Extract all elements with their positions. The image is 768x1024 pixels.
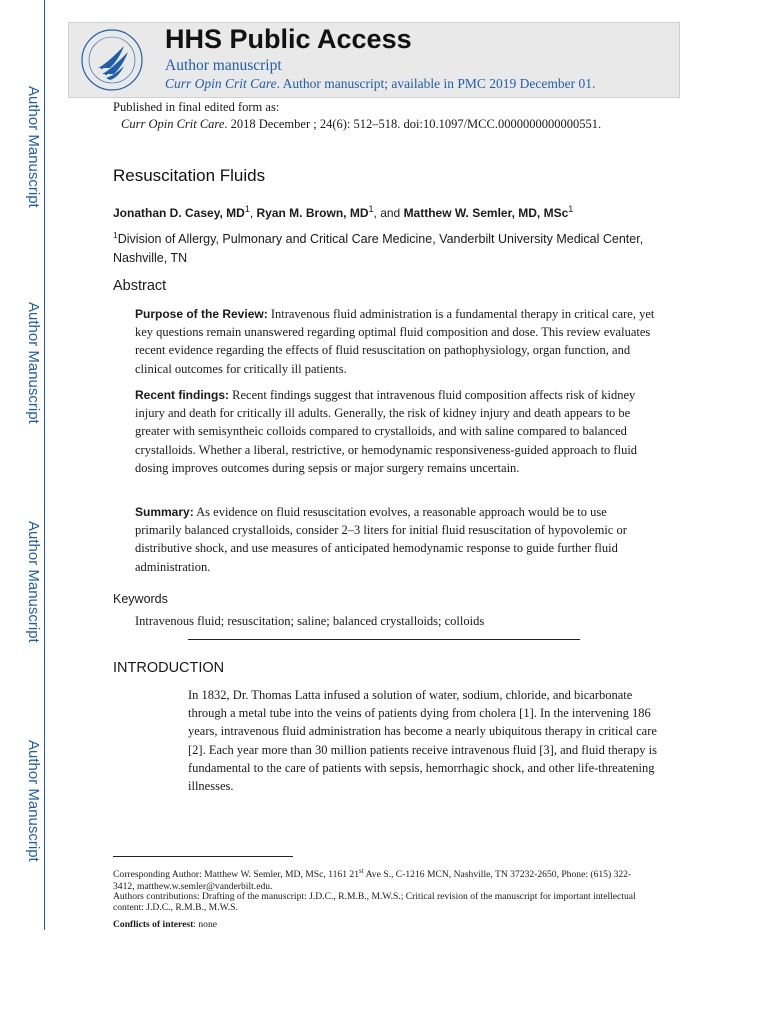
affiliation-text: Division of Allergy, Pulmonary and Critical Care Medicine, Vanderbilt University Medical Center, Nashville, TN [113, 232, 644, 266]
author-affiliation-sup: 1 [368, 204, 374, 214]
author-list [113, 204, 573, 220]
abstract-summary-text: As evidence on fluid resuscitation evolves, a reasonable approach would be to use primarily balanced crystalloids, consider 2–3 liters for initial fluid resuscitation of hypovolemic or distributive shock, and use measures of anticipated hemodynamic response to guide further fluid administration. [135, 505, 627, 574]
abstract-purpose [135, 305, 655, 378]
header-citation [165, 76, 595, 92]
author-affiliation-sup: 1 [568, 204, 574, 214]
article-title: Resuscitation Fluids [113, 166, 266, 185]
footnote-corresponding-sup: st [359, 867, 364, 875]
affiliation [113, 226, 673, 268]
hhs-eagle-logo-icon [80, 28, 144, 92]
header-availability: . Author manuscript; available in PMC 2019 December 01. [276, 76, 596, 91]
abstract-purpose-text: Intravenous fluid administration is a fundamental therapy in critical care, yet key questions remain unanswered regarding optimal fluid composition and dose. This review evaluates recent evidence regarding the effects of fluid resuscitation on pathophysiology, organ function, and clinical outcomes for critically ill patients. [135, 307, 655, 376]
abstract-findings-label: Recent findings: [135, 388, 230, 402]
header-title: HHS Public Access [165, 24, 412, 54]
published-journal: Curr Opin Crit Care [121, 117, 225, 131]
abstract-purpose-label: Purpose of the Review: [135, 307, 268, 321]
author-name: Matthew W. Semler, MD, MSc [403, 206, 569, 220]
abstract-summary [135, 503, 655, 576]
header-journal: Curr Opin Crit Care [165, 76, 277, 91]
section-divider [188, 639, 580, 640]
abstract-findings-text: Recent findings suggest that intravenous fluid composition affects risk of kidney injury and death for critically ill adults. Generally, the risk of kidney injury and death appears to be greater with semisyntheic colloids compared to crystalloids, and with saline compared to balanced crystalloids. Whether a liberal, restrictive, or hemodynamic responsiveness-guided approach to fluid dosing improves outcomes during sepsis or major surgery remains uncertain. [135, 388, 638, 475]
published-citation-text: . 2018 December ; 24(6): 512–518. doi:10.1097/MCC.0000000000000551. [224, 117, 602, 131]
abstract-summary-label: Summary: [135, 505, 194, 519]
footnote-conflicts-label: Conflicts of interest [113, 919, 194, 930]
author-affiliation-sup: 1 [244, 204, 250, 214]
footnote-contributions: Authors contributions: Drafting of the manuscript: J.D.C., R.M.B., M.W.S.; Critical revision of the manuscript for important intellectual content: J.D.C., R.M.B., M.W.S. [113, 891, 636, 914]
footnote-conflicts-text: : none [193, 919, 218, 930]
header-subtitle: Author manuscript [165, 57, 282, 74]
footnote-corresponding-post: Ave S., C-1216 MCN, Nashville, TN 37232-2650, Phone: (615) 322-3412, matthew.w.semler@vanderbilt.edu. [113, 869, 632, 892]
introduction-paragraph: In 1832, Dr. Thomas Latta infused a solution of water, sodium, chloride, and bicarbonate through a metal tube into the veins of patients dying from cholera [1]. In the intervening 186 years, intravenous fluid administration has become a nearly ubiquitous therapy in critical care [2]. Each year more than 30 million patients receive intravenous fluid [3], and fluid therapy is fundamental to the care of patients with sepsis, hemorrhagic shock, and other life-threatening illnesses. [188, 688, 657, 794]
side-label-author-manuscript: Author Manuscript [25, 740, 42, 862]
side-label-author-manuscript: Author Manuscript [25, 86, 42, 208]
keywords-text: Intravenous fluid; resuscitation; saline; balanced crystalloids; colloids [135, 614, 485, 628]
footnote-corresponding-pre: Corresponding Author: Matthew W. Semler, MD, MSc, 1161 21 [113, 869, 360, 881]
footnote-divider [113, 856, 293, 857]
published-label: Published in final edited form as: [113, 100, 280, 114]
author-separator: , and [373, 206, 404, 220]
footnote-corresponding-author [113, 866, 643, 892]
abstract-findings [135, 386, 655, 477]
published-citation [121, 117, 601, 132]
author-name: Jonathan D. Casey, MD [113, 206, 245, 220]
introduction-heading: INTRODUCTION [113, 660, 225, 676]
keywords-heading: Keywords [113, 592, 168, 606]
side-label-author-manuscript: Author Manuscript [25, 302, 42, 424]
author-separator: , [249, 206, 257, 220]
author-name: Ryan M. Brown, MD [256, 206, 369, 220]
affiliation-sup: 1 [113, 230, 118, 240]
abstract-heading: Abstract [113, 278, 167, 294]
margin-rule [44, 0, 45, 930]
side-label-author-manuscript: Author Manuscript [25, 521, 42, 643]
footnote-conflicts [113, 919, 643, 930]
